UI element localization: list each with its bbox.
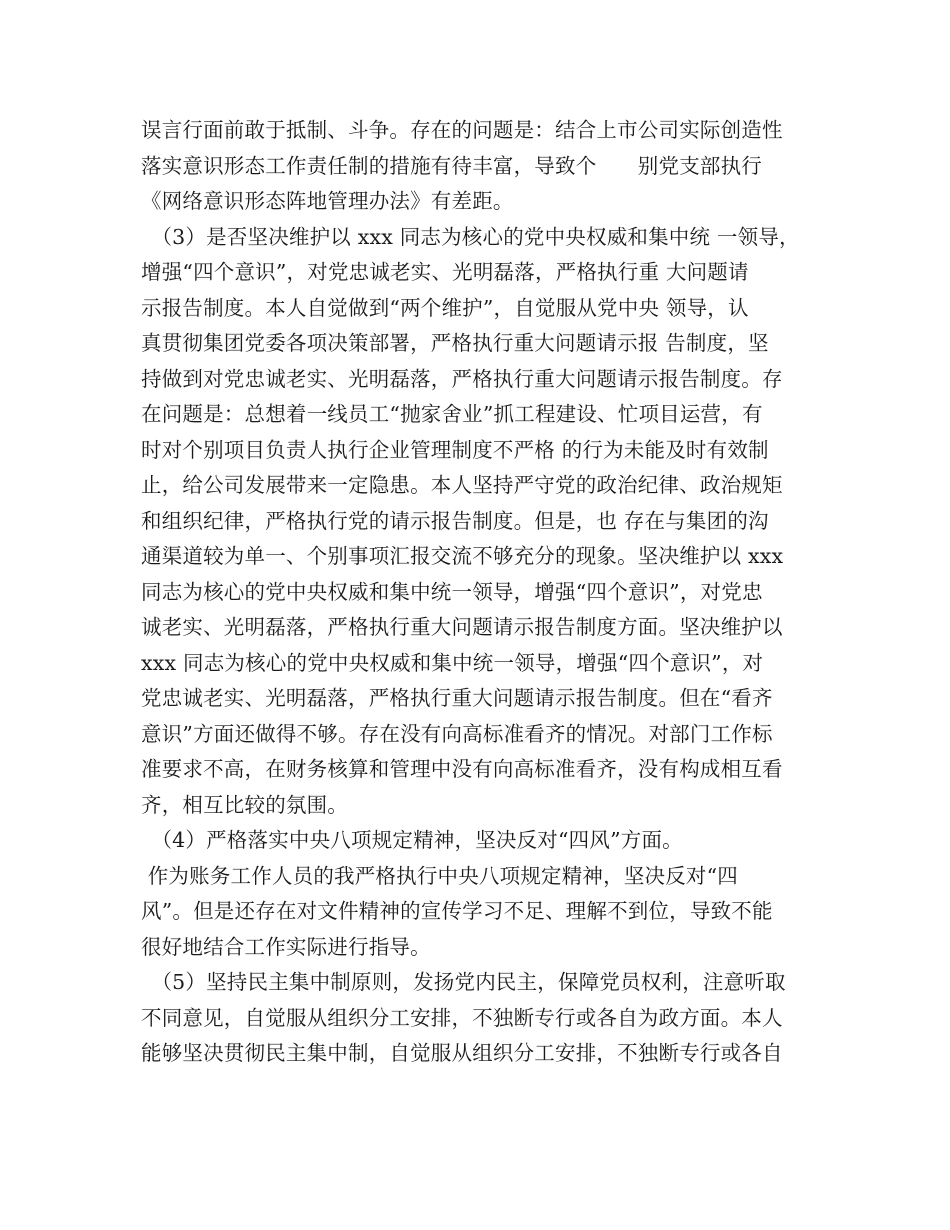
text-line: 误言行面前敢于抵制、斗争。存在的问题是：结合上市公司实际创造性	[141, 118, 783, 142]
text-line: 示报告制度。本人自觉做到“两个维护”，自觉服从党中央 领导，认	[141, 295, 749, 320]
text-line: 很好地结合工作实际进行指导。	[141, 934, 431, 959]
text-line: 准要求不高，在财务核算和管理中没有向高标准看齐，没有构成相互看	[141, 757, 783, 781]
text-line: 《网络意识形态阵地管理办法》有差距。	[141, 189, 514, 213]
text-line: 真贯彻集团党委各项决策部署，严格执行重大问题请示报 告制度，坚	[141, 331, 769, 355]
text-line: 能够坚决贯彻民主集中制，自觉服从组织分工安排，不独断专行或各自	[141, 1041, 783, 1065]
text-line: （3）是否坚决维护以 xxx 同志为核心的党中央权威和集中统 一领导，	[141, 224, 800, 249]
text-line: 在问题是：总想着一线员工“抛家舍业”抓工程建设、忙项目运营，有	[141, 402, 763, 426]
text-line: 落实意识形态工作责任制的措施有待丰富，导致个 别党支部执行	[141, 153, 762, 178]
text-line: 同志为核心的党中央权威和集中统一领导，增强“四个意识”，对党忠	[141, 579, 763, 604]
text-line: 齐，相互比较的氛围。	[141, 792, 348, 817]
text-line: 意识”方面还做得不够。存在没有向高标准看齐的情况。对部门工作标	[141, 721, 773, 746]
text-line: （5）坚持民主集中制原则，发扬党内民主，保障党员权利，注意听取	[141, 970, 786, 994]
text-line: 不同意见，自觉服从组织分工安排，不独断专行或各自为政方面。本人	[141, 1005, 783, 1030]
text-line: 增强“四个意识”，对党忠诚老实、光明磊落，严格执行重 大问题请	[141, 260, 749, 284]
text-line: 党忠诚老实、光明磊落，严格执行重大问题请示报告制度。但在“看齐	[141, 686, 773, 710]
text-line: xxx 同志为核心的党中央权威和集中统一领导，增强“四个意识”，对	[141, 650, 764, 675]
text-line: 风”。但是还存在对文件精神的宣传学习不足、理解不到位，导致不能	[141, 899, 773, 923]
body-text	[141, 113, 831, 1072]
text-line: 和组织纪律，严格执行党的请示报告制度。但是，也 存在与集团的沟	[141, 508, 769, 533]
text-line: （4）严格落实中央八项规定精神，坚决反对“四风”方面。	[141, 828, 683, 852]
text-line: 持做到对党忠诚老实、光明磊落，严格执行重大问题请示报告制度。存	[141, 366, 783, 391]
text-line: 诚老实、光明磊落，严格执行重大问题请示报告制度方面。坚决维护以	[141, 615, 783, 639]
text-line: 时对个别项目负责人执行企业管理制度不严格 的行为未能及时有效制	[141, 437, 769, 462]
text-line: 通渠道较为单一、个别事项汇报交流不够充分的现象。坚决维护以 xxx	[141, 544, 784, 568]
text-line: 作为账务工作人员的我严格执行中央八项规定精神，坚决反对“四	[141, 863, 738, 888]
text-line: 止，给公司发展带来一定隐患。本人坚持严守党的政治纪律、政治规矩	[141, 473, 783, 497]
